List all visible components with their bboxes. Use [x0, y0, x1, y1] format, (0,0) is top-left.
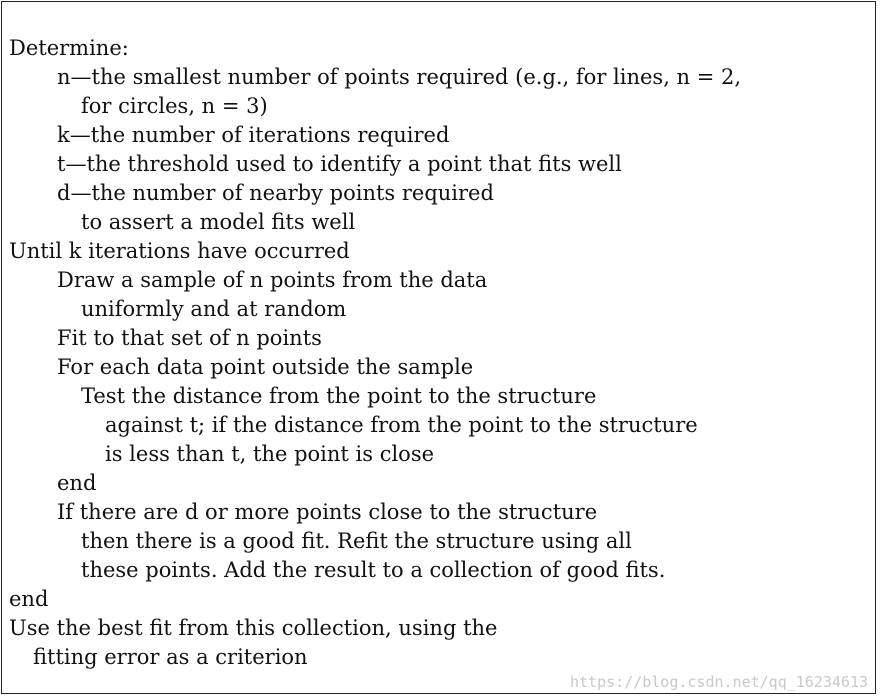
line-use-best-cont: fitting error as a criterion [33, 645, 308, 669]
line-until: Until k iterations have occurred [9, 239, 350, 263]
line-fit: Fit to that set of n points [57, 326, 322, 350]
line-param-d: d—the number of nearby points required [57, 181, 494, 205]
line-param-k: k—the number of iterations required [57, 123, 450, 147]
line-draw-sample-cont: uniformly and at random [81, 297, 347, 321]
line-determine: Determine: [9, 36, 129, 60]
line-end-until: end [9, 587, 49, 611]
line-if-cont2: these points. Add the result to a collection of good fits. [81, 558, 666, 582]
line-test-distance: Test the distance from the point to the structure [81, 384, 597, 408]
line-if-cont1: then there is a good fit. Refit the structure using all [81, 529, 632, 553]
line-draw-sample: Draw a sample of n points from the data [57, 268, 488, 292]
algorithm-text [9, 34, 741, 672]
algorithm-box [1, 1, 876, 694]
line-param-d-cont: to assert a model fits well [81, 210, 356, 234]
watermark-url: https://blog.csdn.net/qq_16234613 [569, 673, 868, 691]
line-test-distance-cont1: against t; if the distance from the point to the structure [105, 413, 698, 437]
line-use-best: Use the best fit from this collection, using the [9, 616, 498, 640]
line-if: If there are d or more points close to the structure [57, 500, 598, 524]
line-test-distance-cont2: is less than t, the point is close [105, 442, 435, 466]
line-param-n-cont: for circles, n = 3) [81, 94, 268, 118]
line-param-t: t—the threshold used to identify a point that fits well [57, 152, 622, 176]
line-end-for: end [57, 471, 97, 495]
line-param-n: n—the smallest number of points required (e.g., for lines, n = 2, [57, 65, 742, 89]
line-for-each: For each data point outside the sample [57, 355, 474, 379]
